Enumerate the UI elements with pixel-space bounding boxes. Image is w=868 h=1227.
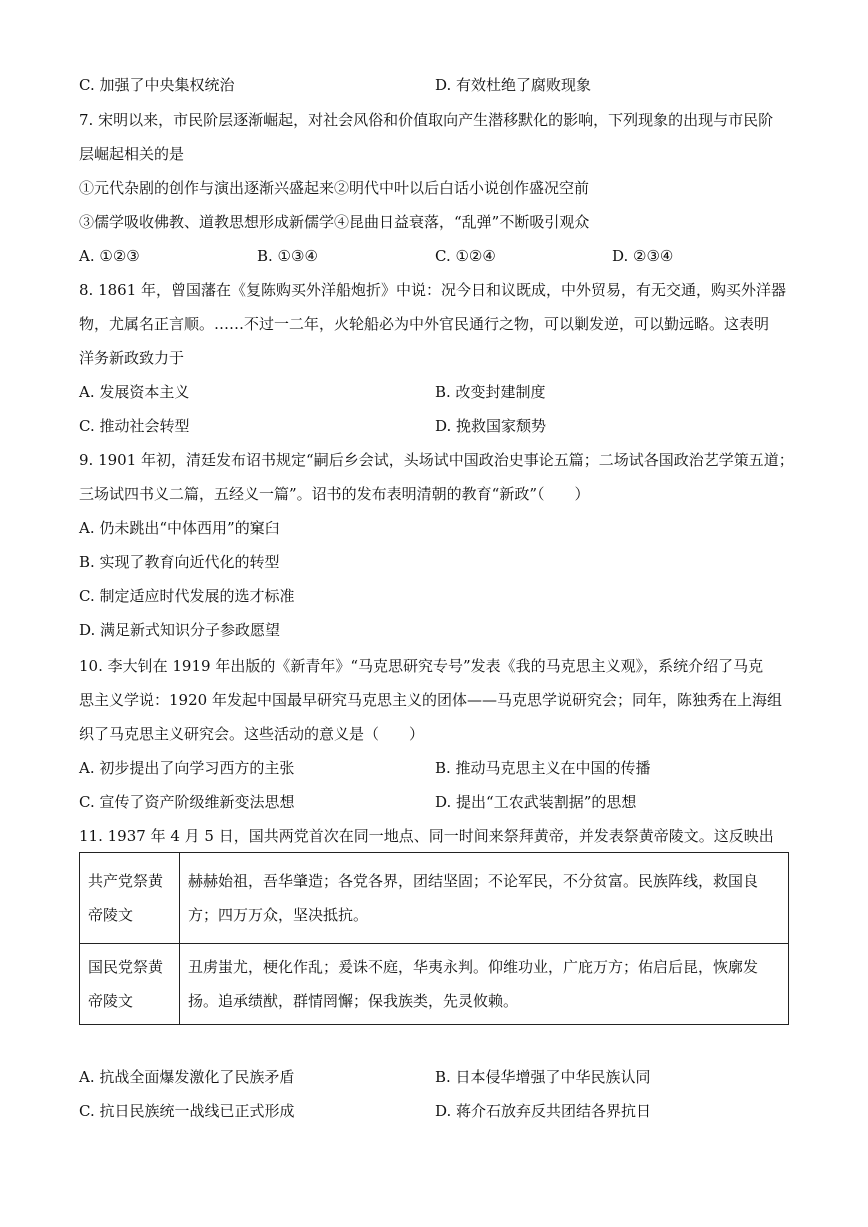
q11-option-a: A. 抗战全面爆发激化了民族矛盾 xyxy=(79,1068,295,1086)
q10-stem-line-1: 10. 李大钊在 1919 年出版的《新青年》“马克思研究专号”发表《我的马克思主义观》，系统介绍了马克 xyxy=(79,657,764,675)
q7-option-a: A. ①②③ xyxy=(79,247,140,265)
q9-option-b: B. 实现了教育向近代化的转型 xyxy=(79,553,280,571)
q11-option-d: D. 蒋介石放弃反共团结各界抗日 xyxy=(435,1102,652,1120)
q7-option-c: C. ①②④ xyxy=(435,247,496,265)
q10-option-b: B. 推动马克思主义在中国的传播 xyxy=(435,759,651,777)
row1-text-line-1: 赫赫始祖，吾华肇造；各党各界，团结坚固；不论军民，不分贫富。民族阵线，救国良 xyxy=(188,872,759,890)
q6-option-d: D. 有效杜绝了腐败现象 xyxy=(435,76,592,94)
row2-header-line-2: 帝陵文 xyxy=(88,992,134,1010)
q11-option-c: C. 抗日民族统一战线已正式形成 xyxy=(79,1102,295,1120)
q10-option-d: D. 提出“工农武装割据”的思想 xyxy=(435,793,637,811)
q8-option-a: A. 发展资本主义 xyxy=(79,383,190,401)
q11-option-b: B. 日本侵华增强了中华民族认同 xyxy=(435,1068,651,1086)
q7-item-line-1: ①元代杂剧的创作与演出逐渐兴盛起来②明代中叶以后白话小说创作盛况空前 xyxy=(79,179,590,197)
q10-option-c: C. 宣传了资产阶级维新变法思想 xyxy=(79,793,295,811)
table-row xyxy=(80,853,789,944)
q9-option-c: C. 制定适应时代发展的选才标准 xyxy=(79,587,295,605)
q8-option-b: B. 改变封建制度 xyxy=(435,383,546,401)
q9-option-a: A. 仍未跳出“中体西用”的窠臼 xyxy=(79,519,280,537)
q7-stem-line-2: 层崛起相关的是 xyxy=(79,145,185,163)
q10-stem-line-2: 思主义学说：1920 年发起中国最早研究马克思主义的团体——马克思学说研究会；同年，陈独秀在上海组 xyxy=(79,691,782,709)
q11-source-table xyxy=(79,852,789,1025)
q8-option-c: C. 推动社会转型 xyxy=(79,417,190,435)
q7-stem-line-1: 7. 宋明以来，市民阶层逐渐崛起，对社会风俗和价值取向产生潜移默化的影响，下列现象的出现与市民阶 xyxy=(79,111,774,129)
q7-option-b: B. ①③④ xyxy=(257,247,318,265)
q7-option-d: D. ②③④ xyxy=(612,247,674,265)
table-row-header xyxy=(80,853,180,944)
q9-stem-line-2: 三场试四书义二篇，五经义一篇”。诏书的发布表明清朝的教育“新政”（ ） xyxy=(79,485,590,503)
q10-stem-line-3: 织了马克思主义研究会。这些活动的意义是（ ） xyxy=(79,725,425,743)
q9-option-d: D. 满足新式知识分子参政愿望 xyxy=(79,621,281,639)
q6-option-c: C. 加强了中央集权统治 xyxy=(79,76,235,94)
table-row xyxy=(80,944,789,1025)
row2-text-line-1: 丑虏蚩尤，梗化作乱；爰诛不庭，华夷永判。仰维功业，广庇万方；佑启后昆，恢廓发 xyxy=(188,958,759,976)
table-row-content xyxy=(180,853,789,944)
q8-stem-line-1: 8. 1861 年，曾国藩在《复陈购买外洋船炮折》中说：况今日和议既成，中外贸易，有无交通，购买外洋器 xyxy=(79,281,787,299)
row1-header-line-2: 帝陵文 xyxy=(88,906,134,924)
row1-header-line-1: 共产党祭黄 xyxy=(88,872,164,890)
row2-header-line-1: 国民党祭黄 xyxy=(88,958,164,976)
q7-item-line-2: ③儒学吸收佛教、道教思想形成新儒学④昆曲日益衰落，“乱弹”不断吸引观众 xyxy=(79,213,590,231)
q10-option-a: A. 初步提出了向学习西方的主张 xyxy=(79,759,295,777)
row1-text-line-2: 方；四万万众，坚决抵抗。 xyxy=(188,906,369,924)
q8-stem-line-3: 洋务新政致力于 xyxy=(79,349,185,367)
table-row-header xyxy=(80,944,180,1025)
q9-stem-line-1: 9. 1901 年初，清廷发布诏书规定“嗣后乡会试，头场试中国政治史事论五篇；二场试各国政治艺学策五道； xyxy=(79,451,794,469)
row2-text-line-2: 扬。追承绩猷，群情罔懈；保我族类，先灵攸赖。 xyxy=(188,992,519,1010)
table-row-content xyxy=(180,944,789,1025)
q8-stem-line-2: 物，尤属名正言顺。……不过一二年，火轮船必为中外官民通行之物，可以剿发逆，可以勤远略。这表明 xyxy=(79,315,770,333)
q8-option-d: D. 挽救国家颓势 xyxy=(435,417,547,435)
q11-stem: 11. 1937 年 4 月 5 日，国共两党首次在同一地点、同一时间来祭拜黄帝，并发表祭黄帝陵文。这反映出 xyxy=(79,827,774,845)
